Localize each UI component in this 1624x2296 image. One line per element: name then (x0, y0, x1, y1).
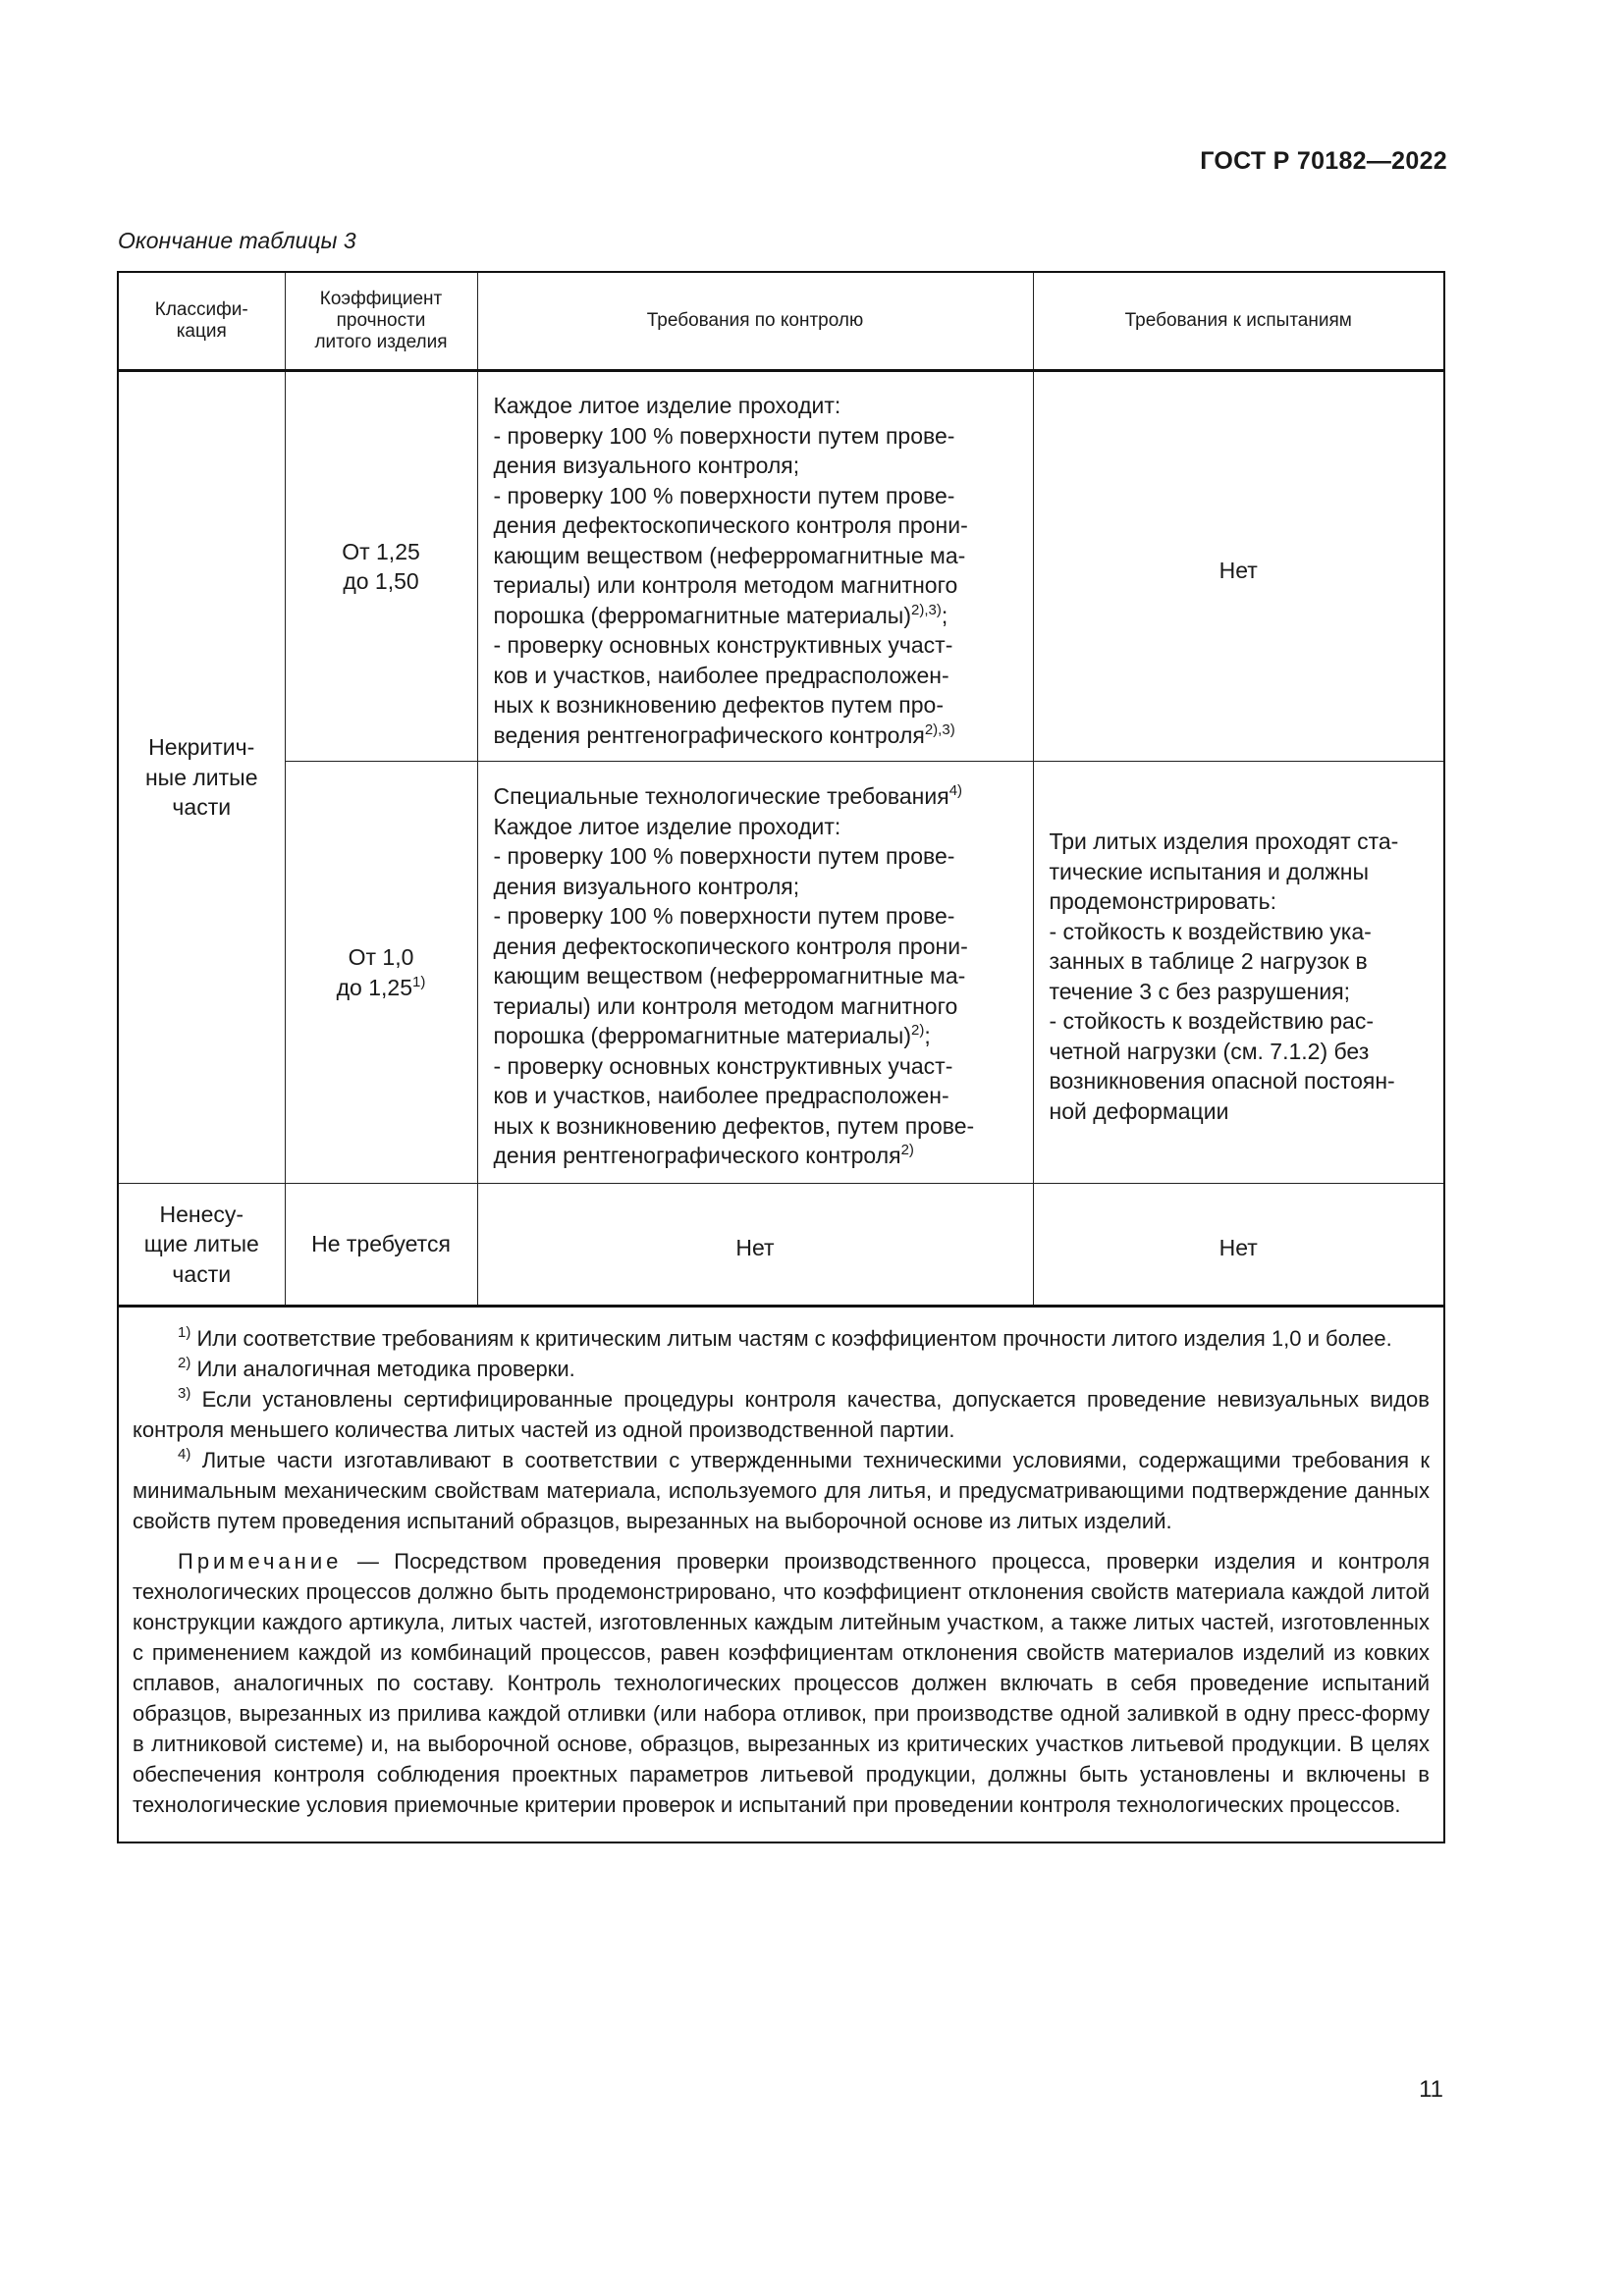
cell-classification (119, 371, 285, 1184)
footnote-ref: 1) (412, 973, 426, 990)
page-number: 11 (1419, 2076, 1443, 2103)
table-notes (119, 1308, 1443, 1842)
footnote-ref: 4) (948, 782, 963, 800)
cell-test-requirements (1033, 762, 1443, 1184)
cell-control-requirements (477, 762, 1033, 1184)
table-3 (119, 273, 1443, 1308)
classification-nonbearing: Ненесу- щие литые части (143, 1201, 259, 1287)
test-requirements-text: Нет (1218, 1235, 1258, 1261)
cell-coefficient (285, 762, 477, 1184)
cell-control-requirements (477, 371, 1033, 762)
footnote-mark: 3) (178, 1385, 191, 1402)
cell-coefficient (285, 371, 477, 762)
footnote-mark: 4) (178, 1446, 191, 1463)
control-requirements-text: Каждое литое изделие проходит: - проверку 100 % поверхности путем прове- дения визуального контроля; - проверку 100 % поверхности путем прове- дения дефектоскопического контроля прони- кающим веществом (неферромагнитные ма- териалы) или контроля методом магнитного порошка (ферромагнитные материалы)$^{2),3)}$; - проверку основных конструктивных участ- ков и участков, наиболее предрасположен- ных к возникновению дефектов путем про- ведения рентгенографического контроля$^{2),3)}$ (493, 393, 968, 748)
control-requirements-text: Специальные технологические требования$^{4)}$ Каждое литое изделие проходит: - проверку 100 % поверхности путем прове- дения визуального контроля; - проверку 100 % поверхности путем прове- дения дефектоскопического контроля прони- кающим веществом (неферромагнитные ма- териалы) или контроля методом магнитного порошка (ферромагнитные материалы)$^{2)}$; - проверку основных конструктивных участ- ков и участков, наиболее предрасположен- ных к возникновению дефектов, путем прове- дения рентгенографического контроля$^{2)}$ (493, 782, 975, 1169)
cell-test-requirements (1033, 371, 1443, 762)
footnote: $^{4)}$ Литые части изготавливают в соответствии с утвержденными техническими условиями, содержащими требования к минимальным механическим свойствам материала, используемого для литья, и предусматривающими подтверждение данных свойств путем проведения испытаний образцов, вырезанных на выборочной основе из литых изделий. (133, 1446, 1430, 1533)
column-header-tests: Требования к испытаниям (1033, 273, 1443, 371)
column-header-coefficient: Коэффициент прочности литого изделия (285, 273, 477, 371)
footnote: $^{2)}$ Или аналогичная методика проверки. (178, 1355, 575, 1381)
cell-test-requirements (1033, 1184, 1443, 1307)
footnote: $^{1)}$ Или соответствие требованиям к критическим литым частям с коэффициентом прочности литого изделия 1,0 и более. (178, 1324, 1392, 1351)
document-code: ГОСТ Р 70182—2022 (1200, 147, 1447, 175)
footnote-mark: 2) (178, 1355, 191, 1371)
remark-text: — Посредством проведения проверки производственного процесса, проверки изделия и контроля технологических процессов должно быть продемонстрировано, что коэффициент отклонения свойств материала каждой литой конструкции каждого артикула, литых частей, изготовленных каждым литейным участком, а также литых частей, изготовленных с применением каждой из комбинаций процессов, равен коэффициентам отклонения свойств материалов изделий из ковких сплавов, аналогичных по составу. Контроль технологических процессов должен включать в себя проведение испытаний образцов, вырезанных из прилива каждой отливки (или набора отливок, при производстве одной заливкой в одну пресс-форму в литниковой системе) и, на выборочной основе, образцов, вырезанных из критических участков литьевой продукции. В целях обеспечения контроля соблюдения проектных параметров литьевой продукции, должны быть установлены и включены в технологические условия приемочные критерии проверок и испытаний при проведении контроля технологических процессов. (133, 1549, 1430, 1817)
classification-noncritical: Некритич- ные литые части (144, 734, 258, 821)
table-remark (133, 1546, 1430, 1820)
table-header-row (119, 273, 1443, 371)
table-row (119, 762, 1443, 1184)
control-requirements-text: Нет (735, 1235, 775, 1261)
table-row (119, 1184, 1443, 1307)
footnote-ref: 2) (910, 1022, 925, 1040)
test-requirements-text: Нет (1218, 557, 1258, 583)
coefficient-value: От 1,25 до 1,50 (342, 538, 420, 594)
column-header-control: Требования по контролю (477, 273, 1033, 371)
footnote-ref: 2),3) (910, 601, 942, 618)
cell-control-requirements (477, 1184, 1033, 1307)
remark-label: Примечание (178, 1549, 343, 1574)
column-header-classification: Классифи- кация (119, 273, 285, 371)
footnote: $^{3)}$ Если установлены сертифицированные процедуры контроля качества, допускается проведение невизуальных видов контроля меньшего количества литых частей из одной производственной партии. (133, 1385, 1430, 1442)
footnote-ref: 2),3) (924, 721, 955, 738)
coefficient-value: От 1,0 до 1,25$^{1)}$ (336, 944, 426, 1000)
cell-coefficient (285, 1184, 477, 1307)
table-row (119, 371, 1443, 762)
table-caption: Окончание таблицы 3 (118, 228, 356, 253)
cell-classification (119, 1184, 285, 1307)
table-frame (117, 271, 1445, 1843)
footnote-mark: 1) (178, 1324, 191, 1341)
footnote-ref: 2) (900, 1142, 914, 1159)
test-requirements-text: Три литых изделия проходят ста- тические испытания и должны продемонстрировать: - стойкость к воздействию ука- занных в таблице 2 нагрузок в течение 3 с без разрушения; - стойкость к воздействию рас- четной нагрузки (см. 7.1.2) без возникновения опасной постоян- ной деформации (1049, 828, 1399, 1124)
coefficient-value: Не требуется (311, 1231, 451, 1257)
